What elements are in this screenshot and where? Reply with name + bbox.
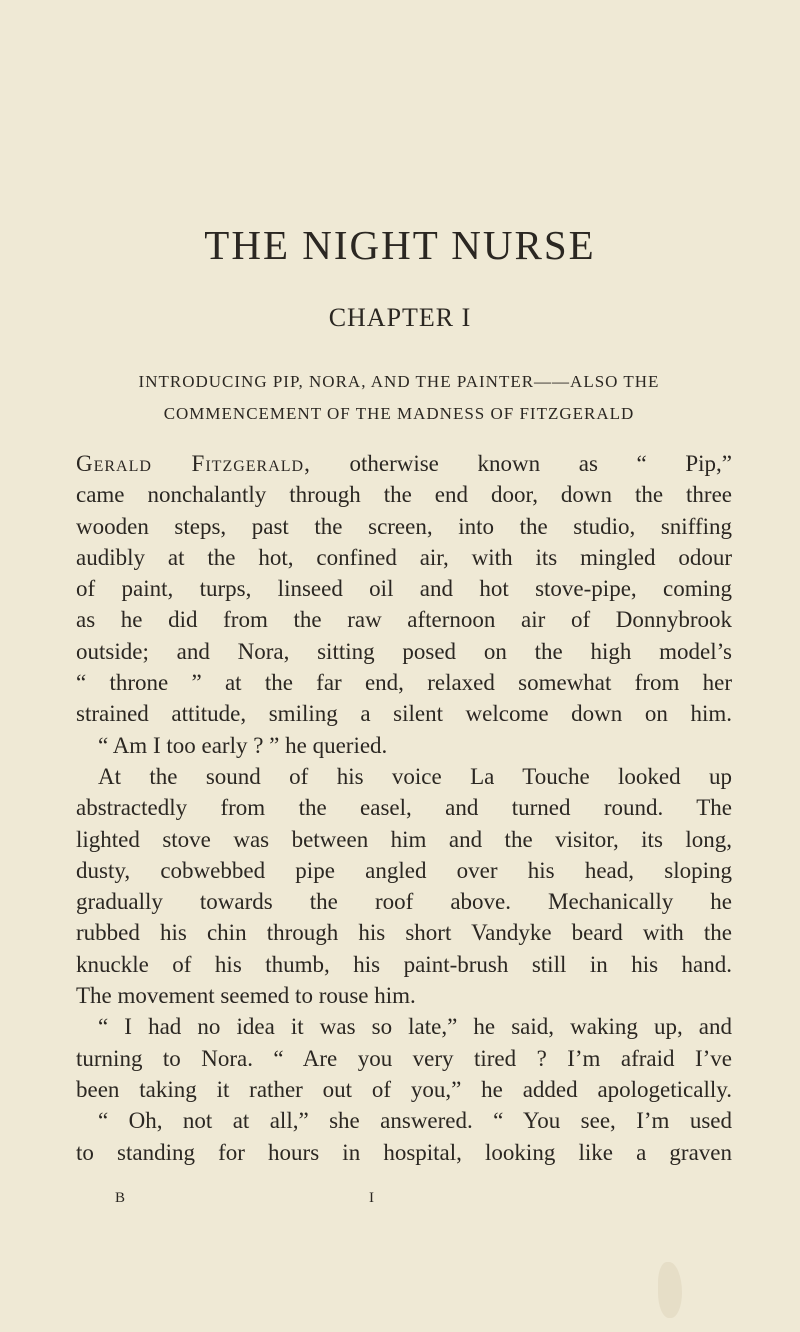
page-footer <box>0 1190 800 1220</box>
text-line: as he did from the raw afternoon air of Donnybrook <box>76 607 732 633</box>
chapter-subtitle-line: COMMENCEMENT OF THE MADNESS OF FITZGERALD <box>163 404 635 423</box>
page-number: I <box>369 1190 374 1206</box>
text-line: strained attitude, smiling a silent welcome down on him. <box>76 701 732 727</box>
text-line: abstractedly from the easel, and turned round. The <box>76 795 732 821</box>
text-line: audibly at the hot, confined air, with its mingled odour <box>76 544 732 570</box>
text-line: “ throne ” at the far end, relaxed somewhat from her <box>76 670 732 696</box>
text-line: At the sound of his voice La Touche looked up <box>98 763 732 789</box>
chapter-subtitle <box>78 366 720 430</box>
text-line: rubbed his chin through his short Vandyke beard with the <box>76 920 732 946</box>
opening-name: Gerald Fitzgerald, <box>76 451 311 476</box>
text-line: turning to Nora. “ Are you very tired ? I’m afraid I’ve <box>76 1045 732 1071</box>
text-line: Gerald Fitzgerald, otherwise known as “ Pip,” <box>76 451 732 476</box>
text-line: of paint, turps, linseed oil and hot stove-pipe, coming <box>76 576 732 602</box>
book-title: THE NIGHT NURSE <box>204 222 596 268</box>
text-line: lighted stove was between him and the visitor, its long, <box>76 826 732 852</box>
chapter-subtitle-line: INTRODUCING PIP, NORA, AND THE PAINTER——ALSO THE <box>138 372 660 391</box>
text-line: dusty, cobwebbed pipe angled over his head, sloping <box>76 857 732 883</box>
text-line: “ Oh, not at all,” she answered. “ You see, I’m used <box>98 1108 732 1134</box>
text-line: gradually towards the roof above. Mechanically he <box>76 889 732 915</box>
text-line: “ Am I too early ? ” he queried. <box>98 732 388 758</box>
text-line: been taking it rather out of you,” he added apologetically. <box>76 1076 732 1102</box>
body-text <box>76 448 732 1168</box>
text-line: knuckle of his thumb, his paint-brush still in his hand. <box>76 951 732 977</box>
text-line: The movement seemed to rouse him. <box>76 983 416 1009</box>
signature-mark: B <box>115 1190 126 1206</box>
text-line: wooden steps, past the screen, into the studio, sniffing <box>76 513 732 539</box>
text-line: outside; and Nora, sitting posed on the high model’s <box>76 638 732 664</box>
text-line: “ I had no idea it was so late,” he said, waking up, and <box>98 1014 732 1040</box>
chapter-heading: CHAPTER I <box>328 303 472 332</box>
paper-stain <box>658 1262 682 1318</box>
text-line: came nonchalantly through the end door, down the three <box>76 482 732 508</box>
text-line: to standing for hours in hospital, looking like a graven <box>76 1139 732 1165</box>
